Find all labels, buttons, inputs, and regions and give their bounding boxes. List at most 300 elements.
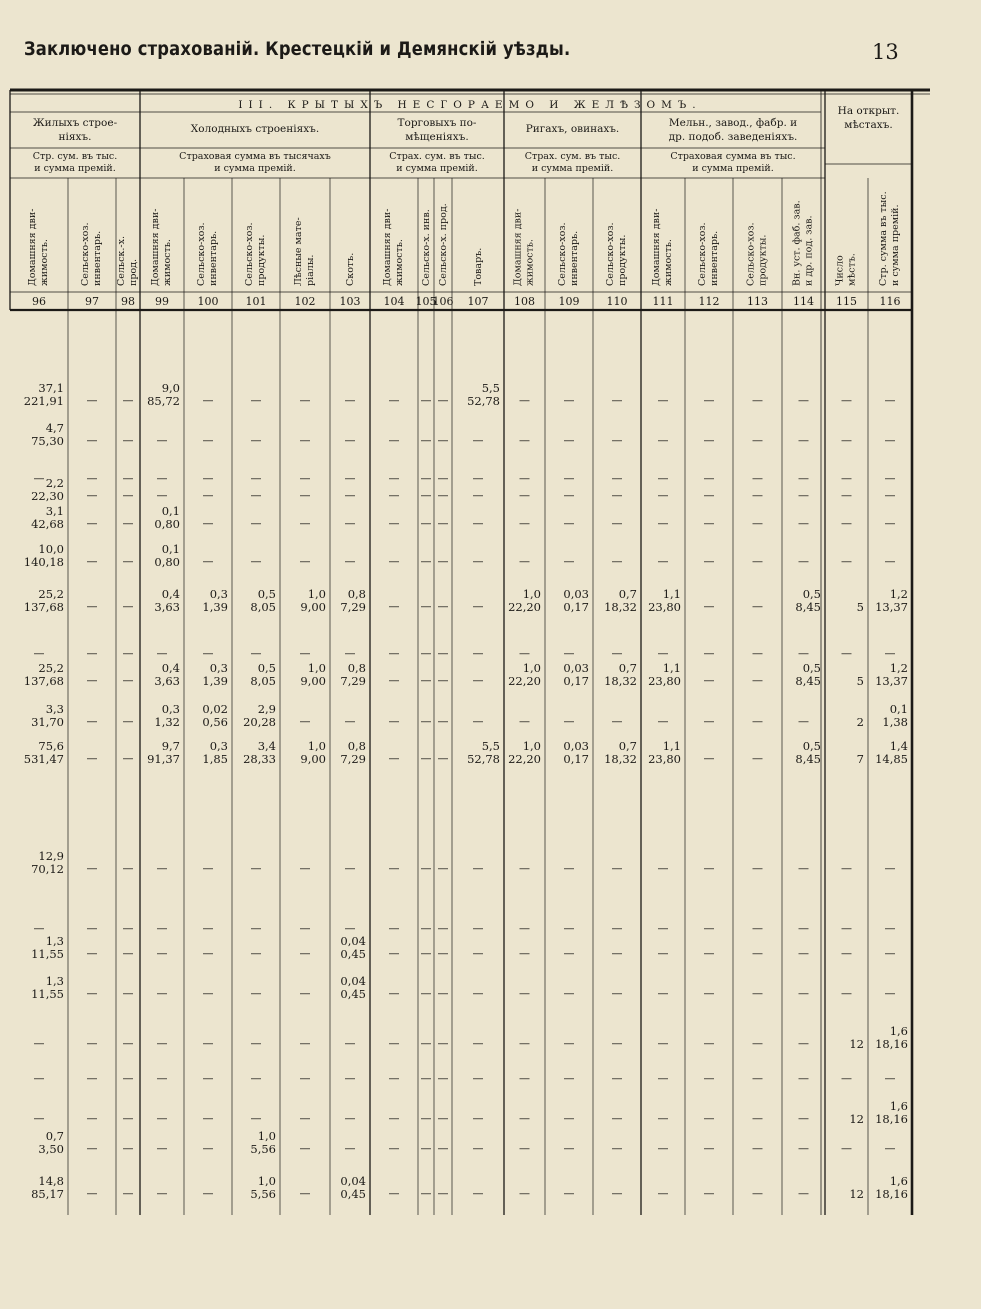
table-dash: — — [437, 434, 449, 447]
table-dash: — — [611, 517, 623, 530]
table-dash: — — [703, 1037, 715, 1050]
table-dash: — — [437, 517, 449, 530]
table-dash: — — [86, 922, 98, 935]
table-dash: — — [250, 394, 262, 407]
table-cell: 1,0 — [257, 1129, 276, 1143]
column-label: Домашняя дви- — [27, 208, 38, 286]
table-cell: 7,29 — [340, 674, 366, 688]
table-dash: — — [250, 1112, 262, 1125]
group-subheading: и сумма премій. — [531, 163, 614, 174]
table-cell: 28,33 — [243, 752, 276, 766]
table-dash: — — [611, 922, 623, 935]
table-dash: — — [611, 647, 623, 660]
table-dash: — — [798, 394, 809, 407]
table-dash: — — [86, 472, 98, 485]
table-dash: — — [156, 434, 168, 447]
table-dash: — — [798, 1187, 809, 1200]
table-dash: — — [344, 434, 356, 447]
table-cell: 0,5 — [802, 739, 821, 753]
table-cell: 12 — [849, 1187, 864, 1201]
table-dash: — — [611, 947, 623, 960]
table-dash: — — [798, 1072, 809, 1085]
table-dash: — — [388, 600, 400, 613]
table-dash: — — [122, 674, 134, 687]
table-cell: 1,39 — [202, 600, 228, 614]
column-label: Сельско-хоз. — [244, 222, 255, 286]
table-dash: — — [299, 647, 311, 660]
table-dash: — — [437, 987, 449, 1000]
table-dash: — — [519, 947, 530, 960]
table-dash: — — [122, 394, 134, 407]
table-dash: — — [472, 647, 484, 660]
table-dash: — — [202, 922, 214, 935]
column-number: 100 — [197, 295, 219, 308]
group-heading: Холодныхъ строеніяхъ. — [190, 123, 320, 135]
table-dash: — — [752, 394, 763, 407]
table-dash: — — [841, 647, 852, 660]
table-dash: — — [472, 489, 484, 502]
table-dash: — — [122, 517, 134, 530]
table-cell: 9,00 — [300, 674, 326, 688]
table-dash: — — [472, 555, 484, 568]
table-cell: 10,0 — [38, 542, 64, 556]
table-dash: — — [299, 1112, 311, 1125]
table-dash: — — [611, 715, 623, 728]
table-cell: 8,05 — [250, 600, 276, 614]
table-dash: — — [202, 647, 214, 660]
table-dash: — — [420, 517, 432, 530]
table-dash: — — [437, 1072, 449, 1085]
table-cell: 18,16 — [875, 1187, 908, 1201]
table-dash: — — [344, 715, 356, 728]
table-dash: — — [472, 600, 484, 613]
table-cell: 0,02 — [202, 702, 228, 716]
table-cell: 22,20 — [508, 600, 541, 614]
table-dash: — — [519, 434, 530, 447]
table-dash: — — [420, 472, 432, 485]
group-subheading: Страховая сумма въ тысячахъ — [179, 151, 331, 162]
table-dash: — — [299, 1072, 311, 1085]
table-dash: — — [388, 472, 400, 485]
table-cell: 0,3 — [209, 587, 228, 601]
table-cell: 0,03 — [563, 587, 589, 601]
table-cell: 14,8 — [38, 1174, 64, 1188]
table-cell: 0,04 — [340, 934, 366, 948]
table-dash: — — [299, 987, 311, 1000]
table-cell: 0,17 — [563, 752, 589, 766]
table-cell: 18,32 — [604, 752, 637, 766]
table-dash: — — [752, 555, 763, 568]
table-dash: — — [299, 434, 311, 447]
table-dash: — — [388, 1142, 400, 1155]
table-dash: — — [388, 862, 400, 875]
table-dash: — — [250, 947, 262, 960]
column-label: Лѣсные мате- — [293, 217, 304, 286]
table-dash: — — [611, 1142, 623, 1155]
table-cell: 75,30 — [31, 434, 64, 448]
table-dash: — — [437, 922, 449, 935]
table-dash: — — [33, 1112, 45, 1125]
column-label: Домашняя дви- — [150, 208, 161, 286]
group-heading: мѣщеніяхъ. — [405, 131, 469, 143]
table-cell: 0,45 — [340, 1187, 366, 1201]
group-heading: Мельн., завод., фабр. и — [668, 117, 798, 129]
column-label: Сельск.-х. — [116, 236, 127, 286]
table-dash: — — [841, 987, 852, 1000]
table-dash: — — [122, 1187, 134, 1200]
table-dash: — — [752, 1187, 763, 1200]
column-number: 105 — [415, 295, 437, 308]
group-subheading: Страх. сум. въ тыс. — [524, 151, 621, 162]
table-dash: — — [703, 647, 715, 660]
column-label: Сельско-х. инв. — [421, 209, 432, 286]
table-cell: 0,8 — [347, 661, 366, 675]
table-dash: — — [798, 1142, 809, 1155]
table-dash: — — [420, 489, 432, 502]
section-title: III. КРЫТЫХЪ НЕСГОРАЕМО И ЖЕЛѢЗОМЪ. — [238, 99, 702, 111]
table-cell: 0,17 — [563, 674, 589, 688]
table-dash: — — [563, 862, 575, 875]
table-dash: — — [33, 472, 45, 485]
column-label: инвентарь. — [569, 230, 580, 286]
column-label: мѣстъ. — [846, 253, 858, 286]
table-dash: — — [437, 472, 449, 485]
table-dash: — — [388, 434, 400, 447]
table-dash: — — [841, 394, 852, 407]
table-dash: — — [250, 517, 262, 530]
table-dash: — — [611, 862, 623, 875]
table-cell: 0,5 — [802, 587, 821, 601]
column-label: инвентарь. — [709, 230, 720, 286]
group-subheading: Страх. сум. въ тыс. — [389, 151, 485, 162]
table-cell: 0,03 — [563, 661, 589, 675]
table-cell: 0,45 — [340, 947, 366, 961]
table-dash: — — [122, 715, 134, 728]
column-label: Скотъ. — [345, 252, 356, 286]
table-dash: — — [437, 1037, 449, 1050]
table-dash: — — [86, 1072, 98, 1085]
column-label: и др. под. зав. — [803, 215, 815, 286]
table-dash: — — [841, 862, 852, 875]
table-dash: — — [703, 434, 715, 447]
table-dash: — — [388, 922, 400, 935]
table-dash: — — [122, 1072, 134, 1085]
table-dash: — — [437, 555, 449, 568]
table-cell: 2 — [856, 715, 864, 729]
column-label: Домашняя дви- — [651, 208, 662, 286]
group-subheading: Стр. сум. въ тыс. — [32, 151, 118, 162]
table-dash: — — [420, 752, 432, 765]
column-number: 112 — [698, 295, 720, 308]
table-cell: 3,63 — [154, 674, 180, 688]
column-label: Товаръ. — [473, 247, 484, 286]
table-dash: — — [299, 555, 311, 568]
table-cell: 22,30 — [31, 489, 64, 503]
table-cell: 23,80 — [648, 674, 681, 688]
column-label: жимость. — [524, 239, 536, 286]
table-cell: 22,20 — [508, 752, 541, 766]
table-cell: 14,85 — [875, 752, 908, 766]
table-dash: — — [86, 987, 98, 1000]
table-cell: 1,38 — [882, 715, 908, 729]
table-dash: — — [202, 947, 214, 960]
table-dash: — — [841, 517, 852, 530]
table-dash: — — [884, 947, 896, 960]
table-dash: — — [611, 1112, 623, 1125]
table-cell: 25,2 — [38, 587, 64, 601]
table-dash: — — [703, 394, 715, 407]
table-dash: — — [388, 947, 400, 960]
table-dash: — — [299, 862, 311, 875]
table-cell: 20,28 — [243, 715, 276, 729]
table-dash: — — [752, 434, 763, 447]
table-dash: — — [420, 922, 432, 935]
table-dash: — — [344, 1072, 356, 1085]
column-label: инвентарь. — [92, 230, 103, 286]
table-dash: — — [156, 987, 168, 1000]
table-dash: — — [420, 1142, 432, 1155]
table-dash: — — [122, 862, 134, 875]
table-dash: — — [752, 922, 763, 935]
table-dash: — — [657, 922, 669, 935]
table-dash: — — [884, 472, 896, 485]
table-dash: — — [344, 555, 356, 568]
table-dash: — — [798, 647, 809, 660]
table-dash: — — [752, 715, 763, 728]
table-dash: — — [798, 434, 809, 447]
table-dash: — — [86, 600, 98, 613]
table-cell: 5 — [856, 674, 864, 688]
table-cell: 0,8 — [347, 739, 366, 753]
table-dash: — — [388, 674, 400, 687]
table-dash: — — [657, 434, 669, 447]
table-cell: 18,32 — [604, 600, 637, 614]
table-dash: — — [420, 600, 432, 613]
table-dash: — — [437, 1142, 449, 1155]
table-cell: 2,2 — [45, 476, 64, 490]
table-dash: — — [250, 472, 262, 485]
table-dash: — — [563, 394, 575, 407]
table-dash: — — [472, 1112, 484, 1125]
table-dash: — — [202, 862, 214, 875]
table-cell: 1,0 — [522, 661, 541, 675]
table-dash: — — [703, 600, 715, 613]
table-cell: 0,3 — [161, 702, 180, 716]
table-cell: 3,1 — [45, 504, 64, 518]
table-dash: — — [519, 394, 530, 407]
table-dash: — — [122, 489, 134, 502]
table-dash: — — [299, 517, 311, 530]
table-dash: — — [703, 1187, 715, 1200]
table-cell: 0,80 — [154, 555, 180, 569]
table-dash: — — [611, 1187, 623, 1200]
column-number: 101 — [245, 295, 267, 308]
table-dash: — — [884, 517, 896, 530]
table-cell: 1,4 — [889, 739, 908, 753]
table-cell: 0,17 — [563, 600, 589, 614]
table-cell: 1,3 — [45, 974, 64, 988]
table-cell: 1,1 — [662, 587, 681, 601]
table-dash: — — [33, 1072, 45, 1085]
table-dash: — — [611, 555, 623, 568]
table-dash: — — [202, 472, 214, 485]
column-label: Домашняя дви- — [382, 208, 393, 286]
table-dash: — — [519, 517, 530, 530]
table-dash: — — [250, 987, 262, 1000]
table-dash: — — [344, 647, 356, 660]
table-cell: 5,56 — [250, 1142, 276, 1156]
table-dash: — — [388, 555, 400, 568]
table-dash: — — [611, 987, 623, 1000]
table-dash: — — [519, 1187, 530, 1200]
table-dash: — — [202, 1072, 214, 1085]
table-dash: — — [344, 1037, 356, 1050]
table-dash: — — [437, 862, 449, 875]
table-dash: — — [156, 1112, 168, 1125]
table-dash: — — [420, 647, 432, 660]
column-label: жимость. — [162, 239, 173, 286]
table-dash: — — [437, 674, 449, 687]
table-cell: 0,7 — [618, 587, 637, 601]
table-dash: — — [519, 715, 530, 728]
table-cell: 1,39 — [202, 674, 228, 688]
column-label: Сельско-хоз. — [196, 222, 207, 286]
table-dash: — — [250, 555, 262, 568]
table-dash: — — [299, 715, 311, 728]
table-dash: — — [519, 555, 530, 568]
table-dash: — — [703, 987, 715, 1000]
table-dash: — — [752, 947, 763, 960]
table-dash: — — [611, 1072, 623, 1085]
column-label: продукты. — [757, 234, 769, 286]
table-dash: — — [344, 1142, 356, 1155]
table-dash: — — [611, 1037, 623, 1050]
table-dash: — — [884, 555, 896, 568]
table-dash: — — [202, 1037, 214, 1050]
table-cell: 5,56 — [250, 1187, 276, 1201]
table-dash: — — [388, 987, 400, 1000]
table-cell: 5 — [856, 600, 864, 614]
table-dash: — — [156, 1072, 168, 1085]
table-dash: — — [86, 489, 98, 502]
column-label: инвентарь. — [208, 230, 219, 286]
table-dash: — — [299, 1142, 311, 1155]
table-dash: — — [420, 434, 432, 447]
table-cell: 13,37 — [875, 600, 908, 614]
table-dash: — — [657, 1072, 669, 1085]
group-heading: др. подоб. заведеніяхъ. — [668, 131, 798, 143]
table-dash: — — [33, 647, 45, 660]
table-dash: — — [472, 517, 484, 530]
table-dash: — — [841, 922, 852, 935]
table-dash: — — [86, 715, 98, 728]
table-dash: — — [563, 434, 575, 447]
table-dash: — — [752, 1142, 763, 1155]
column-label: Вн. уст. фаб. зав. — [791, 200, 803, 286]
table-cell: 1,2 — [889, 587, 908, 601]
table-dash: — — [437, 600, 449, 613]
table-dash: — — [703, 517, 715, 530]
table-cell: 221,91 — [23, 394, 64, 408]
table-dash: — — [841, 555, 852, 568]
table-dash: — — [841, 1072, 852, 1085]
table-cell: 0,04 — [340, 1174, 366, 1188]
column-number: 98 — [121, 295, 135, 308]
table-dash: — — [86, 862, 98, 875]
table-dash: — — [250, 434, 262, 447]
table-cell: 1,0 — [307, 739, 326, 753]
table-cell: 7,29 — [340, 600, 366, 614]
table-dash: — — [752, 489, 763, 502]
table-dash: — — [156, 1187, 168, 1200]
table-dash: — — [122, 600, 134, 613]
table-cell: 0,7 — [618, 661, 637, 675]
table-dash: — — [752, 987, 763, 1000]
table-dash: — — [884, 647, 896, 660]
table-dash: — — [611, 489, 623, 502]
table-dash: — — [563, 555, 575, 568]
table-dash: — — [420, 394, 432, 407]
table-cell: 12 — [849, 1037, 864, 1051]
table-dash: — — [657, 947, 669, 960]
table-dash: — — [657, 555, 669, 568]
table-dash: — — [437, 394, 449, 407]
table-dash: — — [344, 394, 356, 407]
table-dash: — — [388, 489, 400, 502]
table-dash: — — [563, 715, 575, 728]
table-dash: — — [437, 947, 449, 960]
table-dash: — — [472, 1142, 484, 1155]
table-cell: 8,45 — [795, 600, 821, 614]
table-dash: — — [472, 987, 484, 1000]
table-dash: — — [884, 987, 896, 1000]
table-cell: 0,3 — [209, 739, 228, 753]
table-cell: 9,0 — [161, 381, 180, 395]
table-cell: 42,68 — [31, 517, 64, 531]
table-dash: — — [798, 862, 809, 875]
table-dash: — — [798, 1112, 809, 1125]
table-cell: 0,7 — [45, 1129, 64, 1143]
table-cell: 8,45 — [795, 752, 821, 766]
table-dash: — — [884, 394, 896, 407]
column-number: 107 — [467, 295, 489, 308]
table-dash: — — [519, 472, 530, 485]
table-dash: — — [388, 715, 400, 728]
table-cell: 11,55 — [31, 987, 64, 1001]
table-dash: — — [156, 862, 168, 875]
group-heading: мѣстахъ. — [844, 119, 893, 131]
table-dash: — — [657, 1187, 669, 1200]
table-cell: 0,8 — [347, 587, 366, 601]
table-cell: 12 — [849, 1112, 864, 1126]
table-cell: 9,00 — [300, 600, 326, 614]
table-dash: — — [563, 472, 575, 485]
table-dash: — — [657, 1037, 669, 1050]
table-cell: 1,0 — [257, 1174, 276, 1188]
table-cell: 0,5 — [257, 587, 276, 601]
table-dash: — — [611, 472, 623, 485]
table-dash: — — [250, 922, 262, 935]
table-dash: — — [388, 1072, 400, 1085]
table-dash: — — [703, 947, 715, 960]
table-cell: 1,6 — [889, 1099, 908, 1113]
table-dash: — — [344, 489, 356, 502]
table-dash: — — [519, 647, 530, 660]
table-dash: — — [703, 1142, 715, 1155]
table-dash: — — [202, 555, 214, 568]
table-dash: — — [388, 647, 400, 660]
table-cell: 0,4 — [161, 661, 180, 675]
